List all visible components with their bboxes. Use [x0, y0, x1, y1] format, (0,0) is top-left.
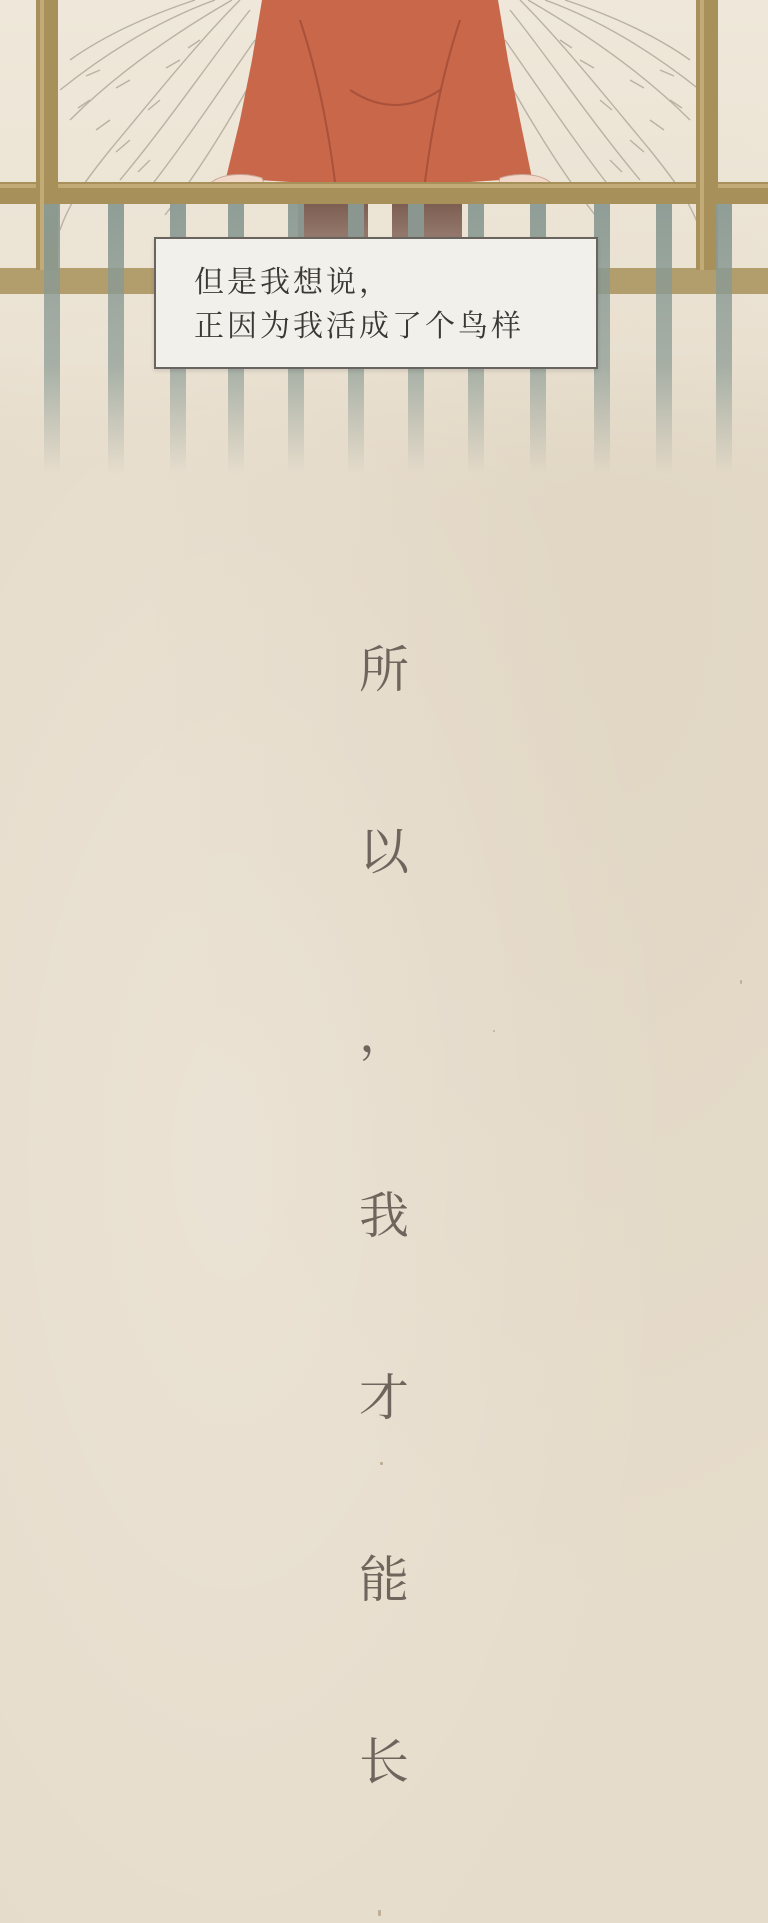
vertical-char: ，: [359, 1005, 409, 1063]
vertical-char: 长: [359, 1733, 409, 1791]
caption-line-2: 正因为我活成了个鸟样: [194, 309, 524, 344]
vertical-char: 以: [359, 823, 409, 881]
paper-speck: [380, 1462, 383, 1465]
vertical-char: 才: [359, 1369, 409, 1427]
caption-line-1: 但是我想说，: [194, 265, 392, 300]
vertical-char: 能: [359, 1551, 409, 1609]
paper-speck: [378, 1910, 381, 1916]
vertical-char: 我: [359, 1187, 409, 1245]
vertical-char: 所: [359, 641, 409, 699]
paper-speck: [740, 980, 742, 984]
vertical-narration: [344, 640, 424, 1914]
speech-caption-box: [154, 237, 598, 369]
paper-speck: [493, 1030, 495, 1032]
frame-post-right: [696, 0, 718, 270]
